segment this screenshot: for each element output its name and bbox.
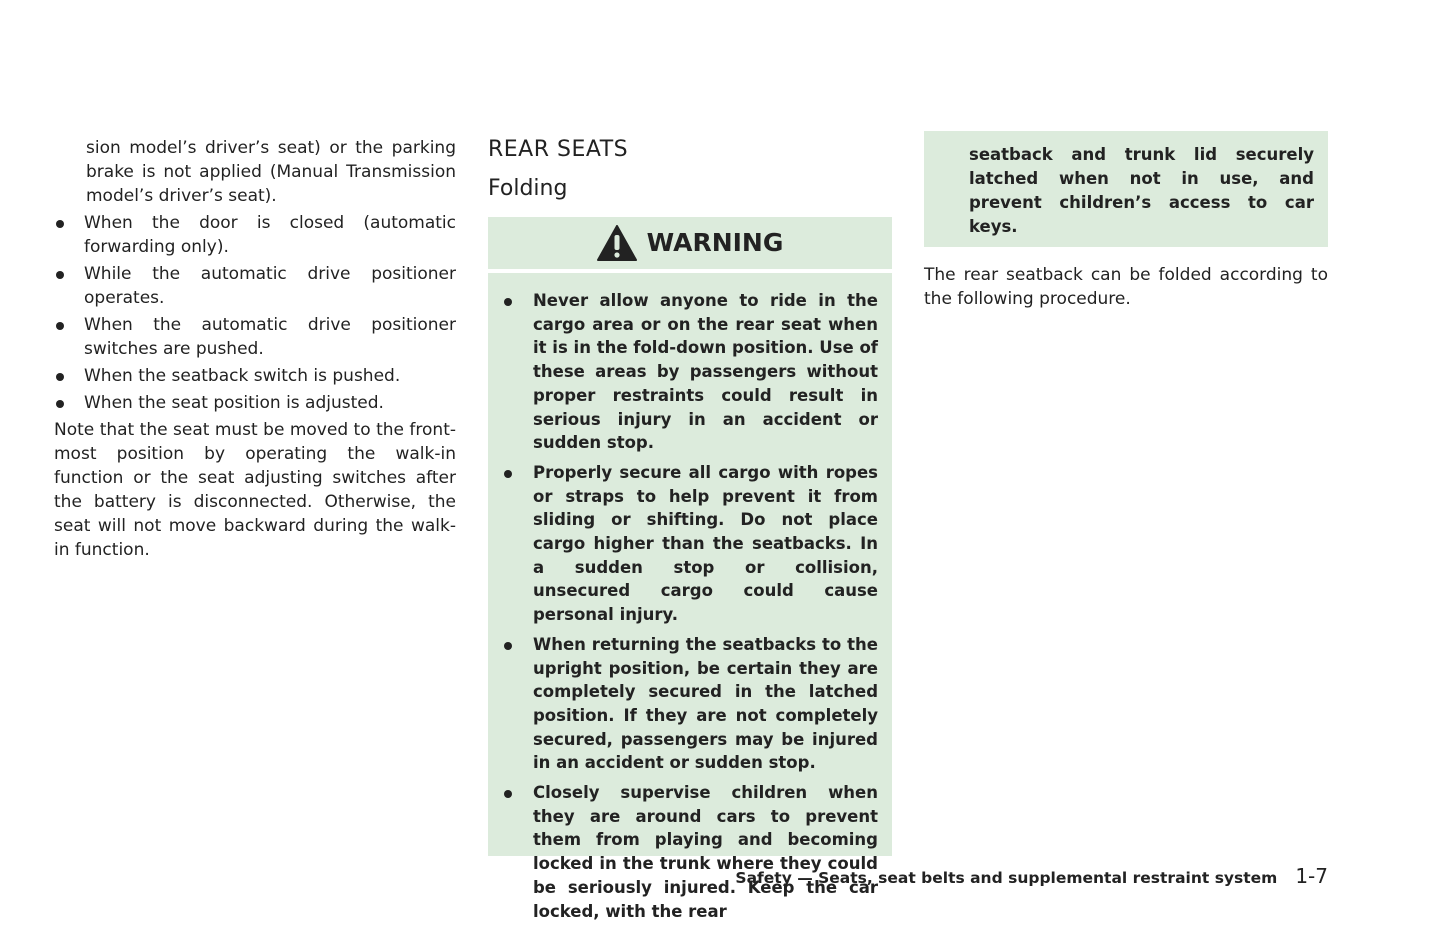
list-item: When the seat position is adjusted. [54, 391, 456, 415]
continued-text: sion model’s driver’s seat) or the parking brake is not applied (Manual Transmission model’s driver’s seat). [86, 138, 456, 206]
list-item: When the automatic drive positioner switches are pushed. [54, 313, 456, 361]
warning-triangle-icon [597, 225, 637, 261]
page-footer [735, 864, 1328, 890]
warning-body [488, 273, 892, 921]
condition-list [54, 211, 456, 415]
list-item: While the automatic drive positioner operates. [54, 262, 456, 310]
warning-item: Never allow anyone to ride in the cargo area or on the rear seat when it is in the fold-down position. Use of these areas by passengers without proper restraints could result in serious injury in an accident or sudden stop. [502, 289, 878, 455]
middle-column [488, 136, 892, 921]
section-heading: REAR SEATS [488, 137, 629, 162]
warning-continuation: seatback and trunk lid securely latched when not in use, and prevent children’s access to car keys. [924, 131, 1328, 247]
warning-label: WARNING [646, 228, 784, 257]
footer-section-title: Safety — Seats, seat belts and supplemental restraint system [735, 869, 1278, 887]
left-column [54, 136, 456, 562]
procedure-intro: The rear seatback can be folded according to the following procedure. [924, 265, 1328, 309]
right-column [924, 136, 1328, 311]
note-paragraph: Note that the seat must be moved to the front-most position by operating the walk-in function or the seat adjusting switches after the battery is disconnected. Otherwise, the seat will not move backward during the walk-in function. [54, 420, 456, 560]
list-item: When the door is closed (automatic forwarding only). [54, 211, 456, 259]
warning-item: Closely supervise children when they are around cars to prevent them from playing and becoming locked in the trunk where they could be seriously injured. Keep the car locked, with the rear [502, 781, 878, 923]
warning-item: When returning the seatbacks to the upright position, be certain they are completely secured in the latched position. If they are not completely secured, passengers may be injured in an accident or sudden stop. [502, 633, 878, 775]
list-item: When the seatback switch is pushed. [54, 364, 456, 388]
subsection-heading: Folding [488, 176, 568, 201]
warning-item: Properly secure all cargo with ropes or straps to help prevent it from sliding or shifting. Do not place cargo higher than the seatbacks. In a sudden stop or collision, unsecured cargo could cause personal injury. [502, 461, 878, 627]
warning-header [488, 217, 892, 269]
page-number: 1-7 [1295, 864, 1328, 888]
